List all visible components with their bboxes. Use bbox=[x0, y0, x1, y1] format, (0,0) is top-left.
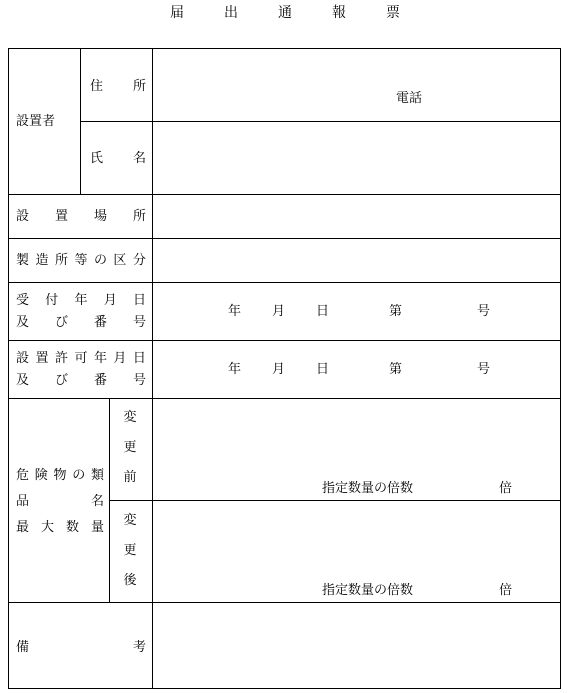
name-label: 氏 名 bbox=[90, 151, 146, 166]
received-day: 日 bbox=[316, 304, 330, 319]
received-label-line2: 及 び 番 号 bbox=[16, 315, 146, 330]
row-divider bbox=[8, 238, 561, 239]
border-right bbox=[560, 48, 561, 689]
before-multiple-label: 指定数量の倍数 bbox=[322, 481, 414, 496]
address-name-divider bbox=[80, 121, 561, 122]
received-dai: 第 bbox=[389, 304, 403, 319]
after-multiple-label: 指定数量の倍数 bbox=[322, 583, 414, 598]
row-divider bbox=[8, 282, 561, 283]
permitted-label-line2: 及 び 番 号 bbox=[16, 373, 146, 388]
row-divider bbox=[8, 194, 561, 195]
form-title bbox=[170, 2, 400, 22]
address-label: 住 所 bbox=[90, 79, 146, 94]
title-char: 通 bbox=[278, 5, 292, 21]
hazard-label-line3: 最 大 数 量 bbox=[16, 520, 104, 535]
permitted-day: 日 bbox=[316, 362, 330, 377]
title-char: 報 bbox=[332, 5, 346, 21]
after-change-label: 変 更 後 bbox=[123, 513, 137, 588]
permitted-year: 年 bbox=[228, 362, 242, 377]
permitted-month: 月 bbox=[272, 362, 286, 377]
before-change-label: 変 更 前 bbox=[123, 410, 137, 485]
title-char: 届 bbox=[170, 5, 184, 21]
row-divider bbox=[8, 602, 561, 603]
label-divider bbox=[152, 48, 153, 689]
title-char: 出 bbox=[224, 5, 238, 21]
category-label: 製 造 所 等 の 区 分 bbox=[16, 253, 146, 268]
after-multiple-unit: 倍 bbox=[499, 583, 513, 598]
phone-label: 電話 bbox=[396, 91, 423, 106]
hazard-label-line1: 危 険 物 の 類 bbox=[16, 468, 104, 483]
remarks-label: 備 考 bbox=[16, 640, 146, 655]
received-year: 年 bbox=[228, 304, 242, 319]
row-divider bbox=[8, 340, 561, 341]
installer-label: 設置者 bbox=[16, 114, 56, 129]
border-left bbox=[8, 48, 9, 689]
before-after-divider bbox=[109, 500, 561, 501]
received-label-line1: 受 付 年 月 日 bbox=[16, 293, 146, 308]
received-go: 号 bbox=[477, 304, 491, 319]
title-char: 票 bbox=[386, 5, 400, 21]
received-month: 月 bbox=[272, 304, 286, 319]
permitted-dai: 第 bbox=[389, 362, 403, 377]
border-top bbox=[8, 48, 561, 49]
location-label: 設 置 場 所 bbox=[16, 209, 146, 224]
permitted-go: 号 bbox=[477, 362, 491, 377]
border-bottom bbox=[8, 688, 561, 689]
hazard-label-line2: 品 名 bbox=[16, 494, 104, 509]
permitted-label-line1: 設 置 許 可 年 月 日 bbox=[16, 351, 146, 366]
row-divider bbox=[8, 398, 561, 399]
before-multiple-unit: 倍 bbox=[499, 481, 513, 496]
